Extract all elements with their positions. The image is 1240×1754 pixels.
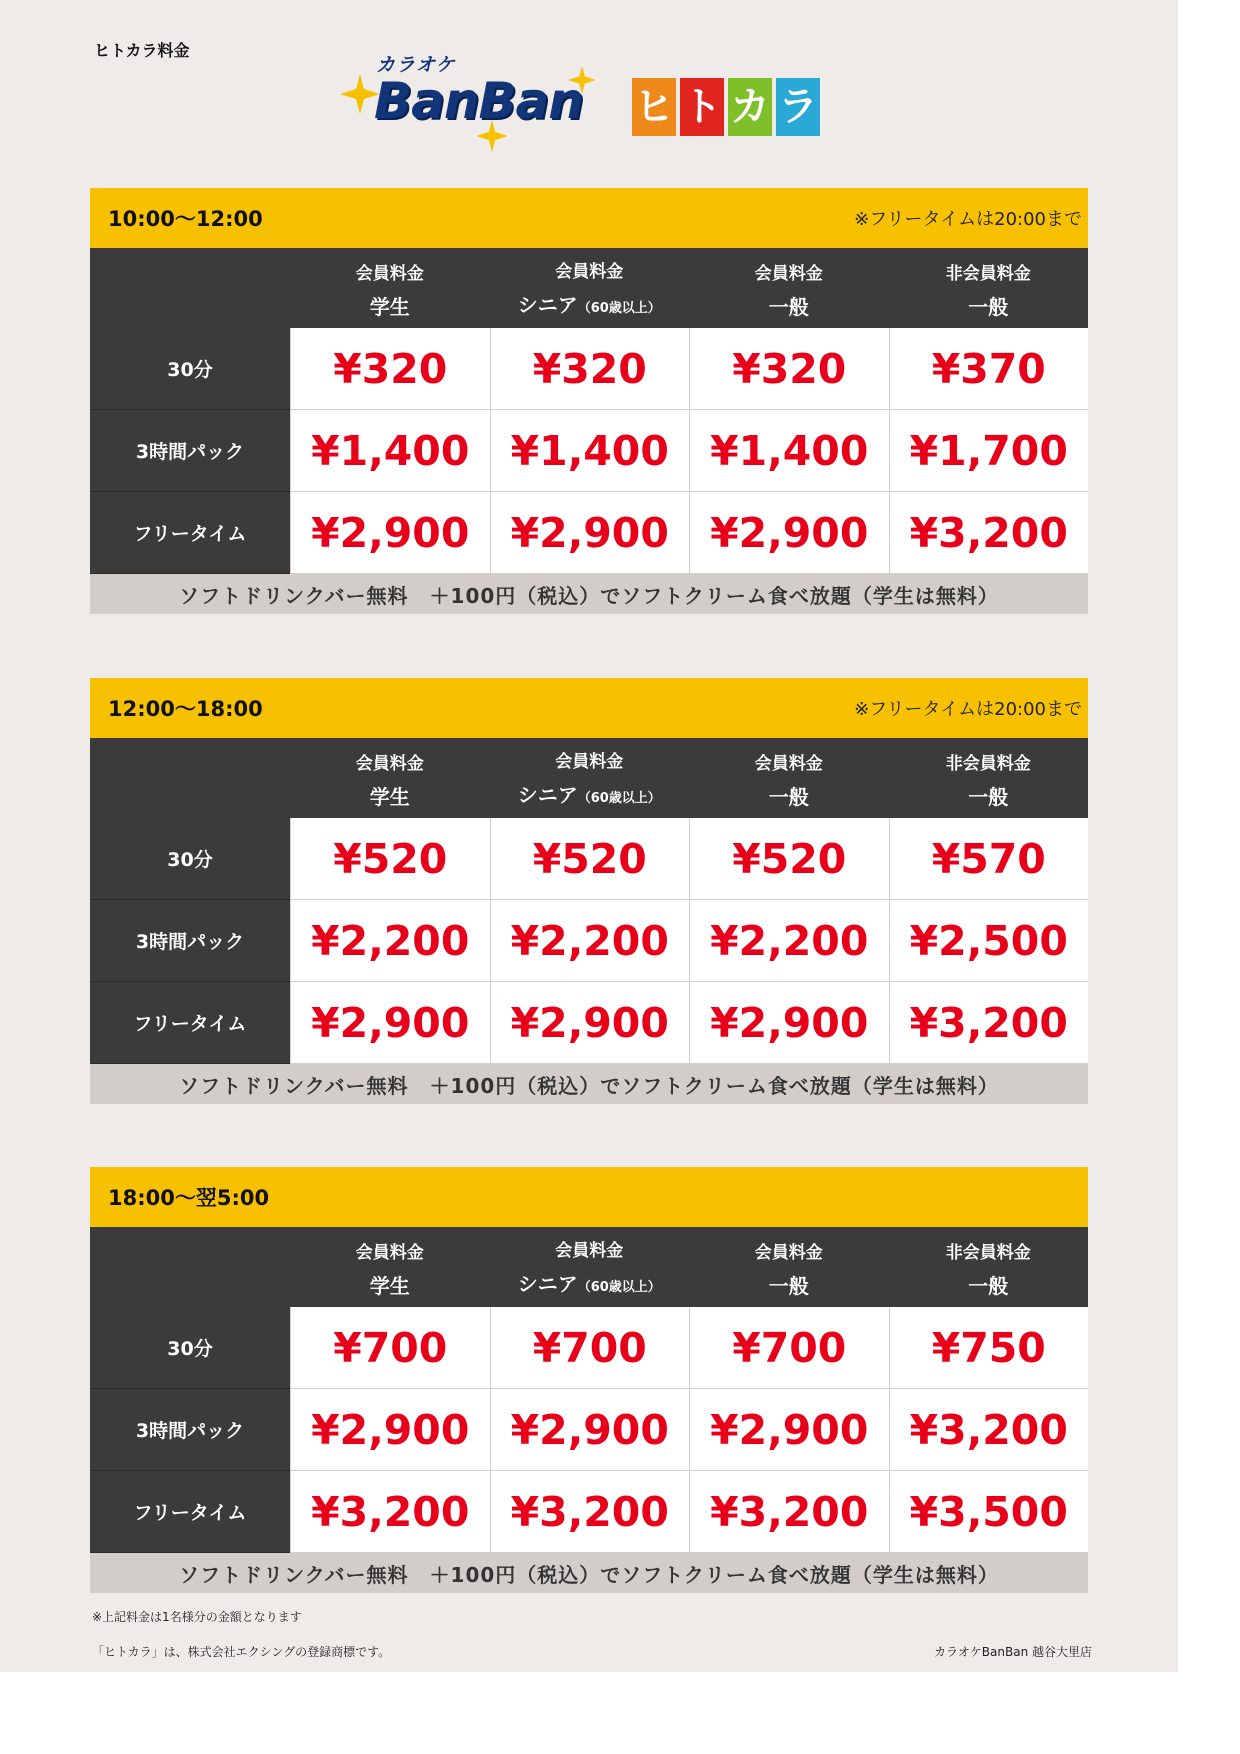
block-header: [90, 678, 1088, 738]
row-label: フリータイム: [90, 1471, 290, 1553]
price-cell: ¥700: [490, 1307, 690, 1389]
price-cell: ¥2,200: [290, 900, 490, 982]
row-label: 3時間パック: [90, 900, 290, 982]
price-cell: ¥320: [290, 328, 490, 410]
column-header: 会員料金 一般: [754, 1243, 823, 1298]
price-cell: ¥2,200: [689, 900, 889, 982]
column-header: 会員料金 一般: [754, 754, 823, 809]
price-cell: ¥2,900: [490, 492, 690, 574]
column-header-row: [90, 738, 1088, 818]
per-person-note: ※上記料金は1名様分の金額となります: [92, 1610, 302, 1624]
price-cell: ¥1,400: [689, 410, 889, 492]
price-cell: ¥2,900: [290, 1389, 490, 1471]
hitokara-logo-char: カ: [728, 78, 772, 136]
header-corner: [90, 1227, 290, 1307]
price-cell: ¥3,200: [689, 1471, 889, 1553]
header-corner: [90, 248, 290, 328]
column-header: 会員料金 一般: [754, 264, 823, 319]
price-row: [90, 982, 1088, 1064]
block-header: [90, 1167, 1088, 1227]
drink-bar-note: ソフトドリンクバー無料 ＋100円（税込）でソフトクリーム食べ放題（学生は無料）: [90, 1064, 1088, 1104]
price-cell: ¥2,500: [889, 900, 1089, 982]
free-time-note: ※フリータイムは20:00まで: [854, 209, 1082, 230]
price-cell: ¥3,200: [889, 1389, 1089, 1471]
price-cell: ¥2,900: [490, 1389, 690, 1471]
header-corner: [90, 738, 290, 818]
column-header-row: [90, 248, 1088, 328]
hitokara-logo-char: ト: [680, 78, 724, 136]
price-cell: ¥2,900: [290, 492, 490, 574]
row-label: フリータイム: [90, 492, 290, 574]
price-cell: ¥3,200: [290, 1471, 490, 1553]
logo-kana: カラオケ: [376, 54, 456, 76]
row-label: 3時間パック: [90, 410, 290, 492]
hitokara-logo-char: ラ: [776, 78, 820, 136]
time-range: 18:00～翌5:00: [108, 1186, 270, 1210]
price-cell: ¥2,200: [490, 900, 690, 982]
price-row: [90, 492, 1088, 574]
logo-wordmark: BanBan: [374, 72, 583, 130]
drink-bar-note: ソフトドリンクバー無料 ＋100円（税込）でソフトクリーム食べ放題（学生は無料）: [90, 574, 1088, 614]
time-range: 10:00～12:00: [108, 207, 263, 231]
document-title: ヒトカラ料金: [94, 41, 190, 60]
price-cell: ¥700: [290, 1307, 490, 1389]
price-row: [90, 1307, 1088, 1389]
column-header: 会員料金 シニア（60歳以上）: [517, 262, 661, 317]
row-label: 30分: [90, 818, 290, 900]
price-cell: ¥750: [889, 1307, 1089, 1389]
price-row: [90, 410, 1088, 492]
price-cell: ¥520: [490, 818, 690, 900]
block-header: [90, 188, 1088, 248]
time-range: 12:00～18:00: [108, 697, 263, 721]
column-header: 非会員料金 一般: [945, 1243, 1031, 1298]
row-label: フリータイム: [90, 982, 290, 1064]
column-header-row: [90, 1227, 1088, 1307]
drink-bar-note: ソフトドリンクバー無料 ＋100円（税込）でソフトクリーム食べ放題（学生は無料）: [90, 1553, 1088, 1593]
price-row: [90, 900, 1088, 982]
price-cell: ¥3,200: [490, 1471, 690, 1553]
free-time-note: ※フリータイムは20:00まで: [854, 699, 1082, 720]
hitokara-logo-char: ヒ: [632, 78, 676, 136]
store-name: カラオケBanBan 越谷大里店: [934, 1645, 1092, 1659]
column-header: 会員料金 学生: [355, 1243, 424, 1298]
price-cell: ¥320: [689, 328, 889, 410]
price-cell: ¥700: [689, 1307, 889, 1389]
hitokara-logo: [632, 78, 820, 136]
price-row: [90, 1471, 1088, 1553]
price-row: [90, 818, 1088, 900]
price-cell: ¥370: [889, 328, 1089, 410]
price-cell: ¥3,200: [889, 982, 1089, 1064]
row-label: 30分: [90, 1307, 290, 1389]
row-label: 30分: [90, 328, 290, 410]
price-row: [90, 328, 1088, 410]
price-cell: ¥2,900: [290, 982, 490, 1064]
price-cell: ¥1,400: [490, 410, 690, 492]
price-cell: ¥2,900: [689, 982, 889, 1064]
column-header: 非会員料金 一般: [945, 754, 1031, 809]
row-label: 3時間パック: [90, 1389, 290, 1471]
price-cell: ¥1,700: [889, 410, 1089, 492]
price-cell: ¥3,500: [889, 1471, 1089, 1553]
price-block-daytime: [90, 678, 1088, 1104]
column-header: 会員料金 シニア（60歳以上）: [517, 1241, 661, 1296]
price-cell: ¥2,900: [490, 982, 690, 1064]
banban-logo: [340, 46, 612, 156]
column-header: 非会員料金 一般: [945, 264, 1031, 319]
price-cell: ¥3,200: [889, 492, 1089, 574]
price-row: [90, 1389, 1088, 1471]
column-header: 会員料金 学生: [355, 264, 424, 319]
price-cell: ¥2,900: [689, 1389, 889, 1471]
price-cell: ¥320: [490, 328, 690, 410]
price-block-morning: [90, 188, 1088, 614]
column-header: 会員料金 学生: [355, 754, 424, 809]
column-header: 会員料金 シニア（60歳以上）: [517, 752, 661, 807]
price-cell: ¥520: [290, 818, 490, 900]
price-cell: ¥2,900: [689, 492, 889, 574]
price-cell: ¥570: [889, 818, 1089, 900]
price-cell: ¥1,400: [290, 410, 490, 492]
price-block-night: [90, 1167, 1088, 1593]
price-cell: ¥520: [689, 818, 889, 900]
trademark-note: 「ヒトカラ」は、株式会社エクシングの登録商標です。: [92, 1645, 391, 1659]
